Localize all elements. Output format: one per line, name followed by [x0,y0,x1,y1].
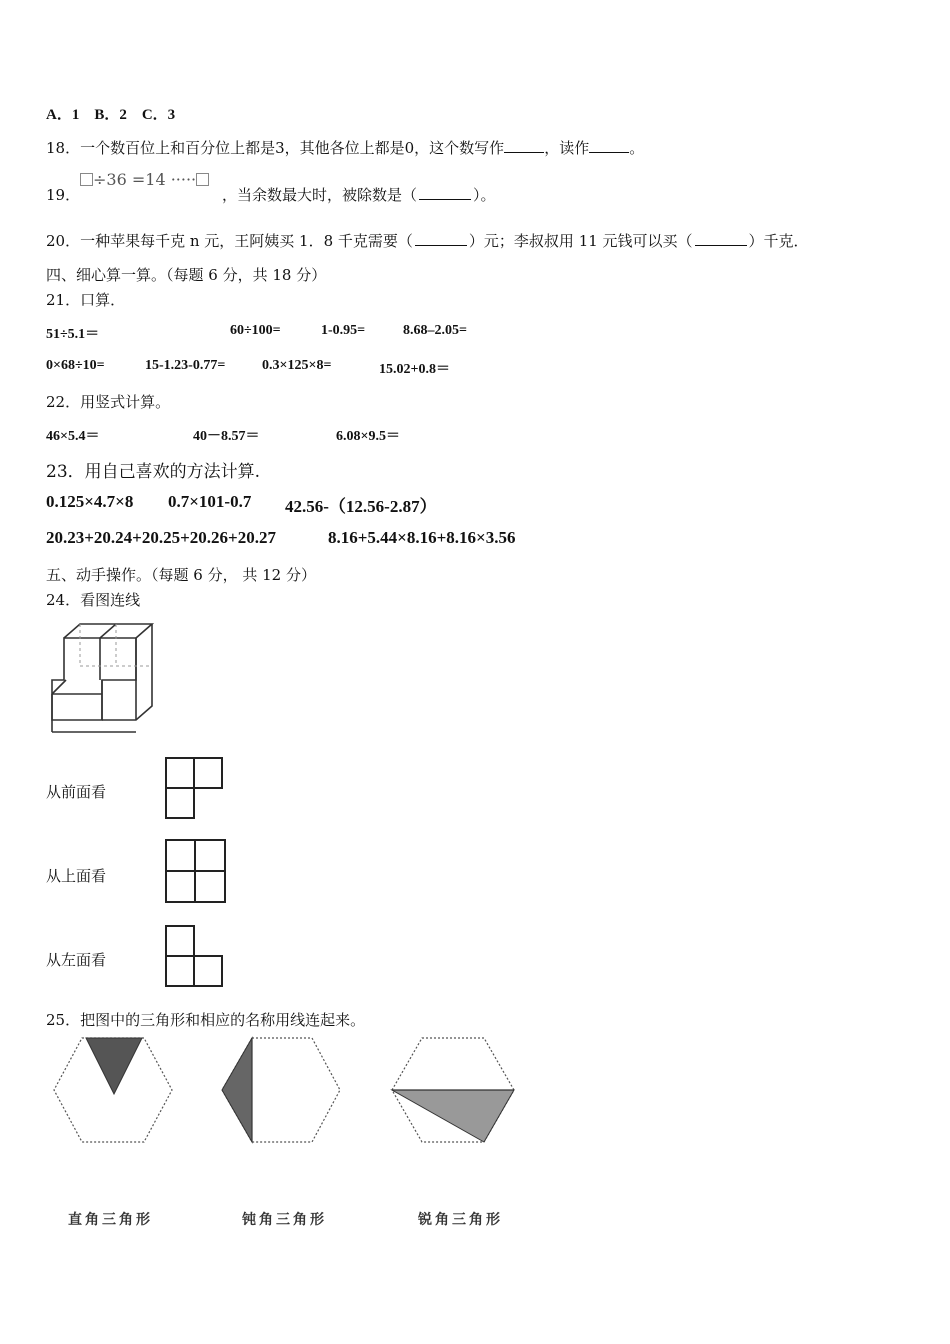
section-5-title: 五、动手操作。（每题 6 分， 共 12 分） [46,566,316,584]
q23-r2-item-2: 8.16+5.44×8.16+8.16×3.56 [328,528,516,547]
q20-blank-cost[interactable] [415,233,467,246]
q21-r2-item-4: 15.02+0.8＝ [379,362,450,377]
remainder-box-icon [196,173,209,186]
q24-title: 24．看图连线 [46,591,141,609]
q21-r1-item-4: 8.68–2.05= [403,323,467,338]
question-20 [46,230,809,251]
dividend-box-icon [80,173,93,186]
q18-text-c: 。 [629,139,645,157]
q21-r1-item-1: 51÷5.1＝ [46,327,100,342]
q20-text-b: ）元；李叔叔用 11 元钱可以买（ [468,232,693,250]
left-view-shape[interactable] [164,924,224,988]
q20-text-a: 一种苹果每千克 n 元，王阿姨买 1．8 千克需要（ [80,232,413,250]
q23-r1-item-3: 42.56-（12.56-2.87） [285,497,437,516]
q25-title: 25．把图中的三角形和相应的名称用线连起来。 [46,1011,366,1029]
q19-number: 19． [46,186,81,204]
q19-text-line [222,184,496,205]
section-4-title: 四、细心算一算。（每题 6 分，共 18 分） [46,266,327,284]
q18-text-a: 一个数百位上和百分位上都是3，其他各位上都是0，这个数写作 [80,139,505,157]
q21-title: 21．口算． [46,291,126,309]
triangle-1-shaded [86,1038,142,1094]
q23-r1-item-2: 0.7×101-0.7 [168,492,252,511]
q19-division [80,170,209,189]
front-view-shape[interactable] [164,756,224,820]
q18-number: 18． [46,139,81,157]
view-label-left: 从左面看 [46,951,107,969]
q21-r1-item-3: 1-0.95= [321,323,366,338]
q21-r2-item-2: 15-1.23-0.77= [145,358,226,373]
q19-text-end: ）。 [473,186,496,204]
triangle-3-shaded [392,1090,514,1142]
q20-number: 20． [46,232,81,250]
q23-r1-item-1: 0.125×4.7×8 [46,492,134,511]
q22-title: 22．用竖式计算。 [46,393,171,411]
hexagon-3-figure[interactable] [388,1036,518,1146]
cube-solid-figure [44,620,159,738]
q21-r1-item-2: 60÷100= [230,323,281,338]
q20-blank-weight[interactable] [695,233,747,246]
q21-r2-item-1: 0×68÷10= [46,358,105,373]
q18-blank-write[interactable] [504,138,544,153]
hexagon-1-figure[interactable] [50,1036,176,1146]
triangle-2-shaded [222,1038,252,1142]
q19-text: ，当余数最大时，被除数是（ [222,186,418,204]
q17-options: A．1 B．2 C．3 [46,107,176,123]
label-acute-triangle[interactable]: 锐角三角形 [418,1212,503,1228]
q20-text-c: ）千克． [748,232,809,250]
view-label-front: 从前面看 [46,783,107,801]
q22-item-3: 6.08×9.5＝ [336,429,400,444]
q18-blank-read[interactable] [589,138,629,153]
hexagon-2-figure[interactable] [218,1036,344,1146]
q19-division-text: ÷36 =14 ····· [93,170,197,189]
q22-item-1: 46×5.4＝ [46,429,100,444]
q23-r2-item-1: 20.23+20.24+20.25+20.26+20.27 [46,528,276,547]
q19-answer-blank[interactable] [419,187,471,200]
view-label-top: 从上面看 [46,867,107,885]
question-18 [46,137,644,158]
q18-text-b: ，读作 [544,139,590,157]
q21-r2-item-3: 0.3×125×8= [262,358,332,373]
q22-item-2: 40－8.57＝ [193,429,260,444]
label-obtuse-triangle[interactable]: 钝角三角形 [242,1212,327,1228]
q23-title: 23．用自己喜欢的方法计算. [46,462,261,482]
top-view-shape[interactable] [164,838,228,904]
label-right-triangle[interactable]: 直角三角形 [68,1212,153,1228]
